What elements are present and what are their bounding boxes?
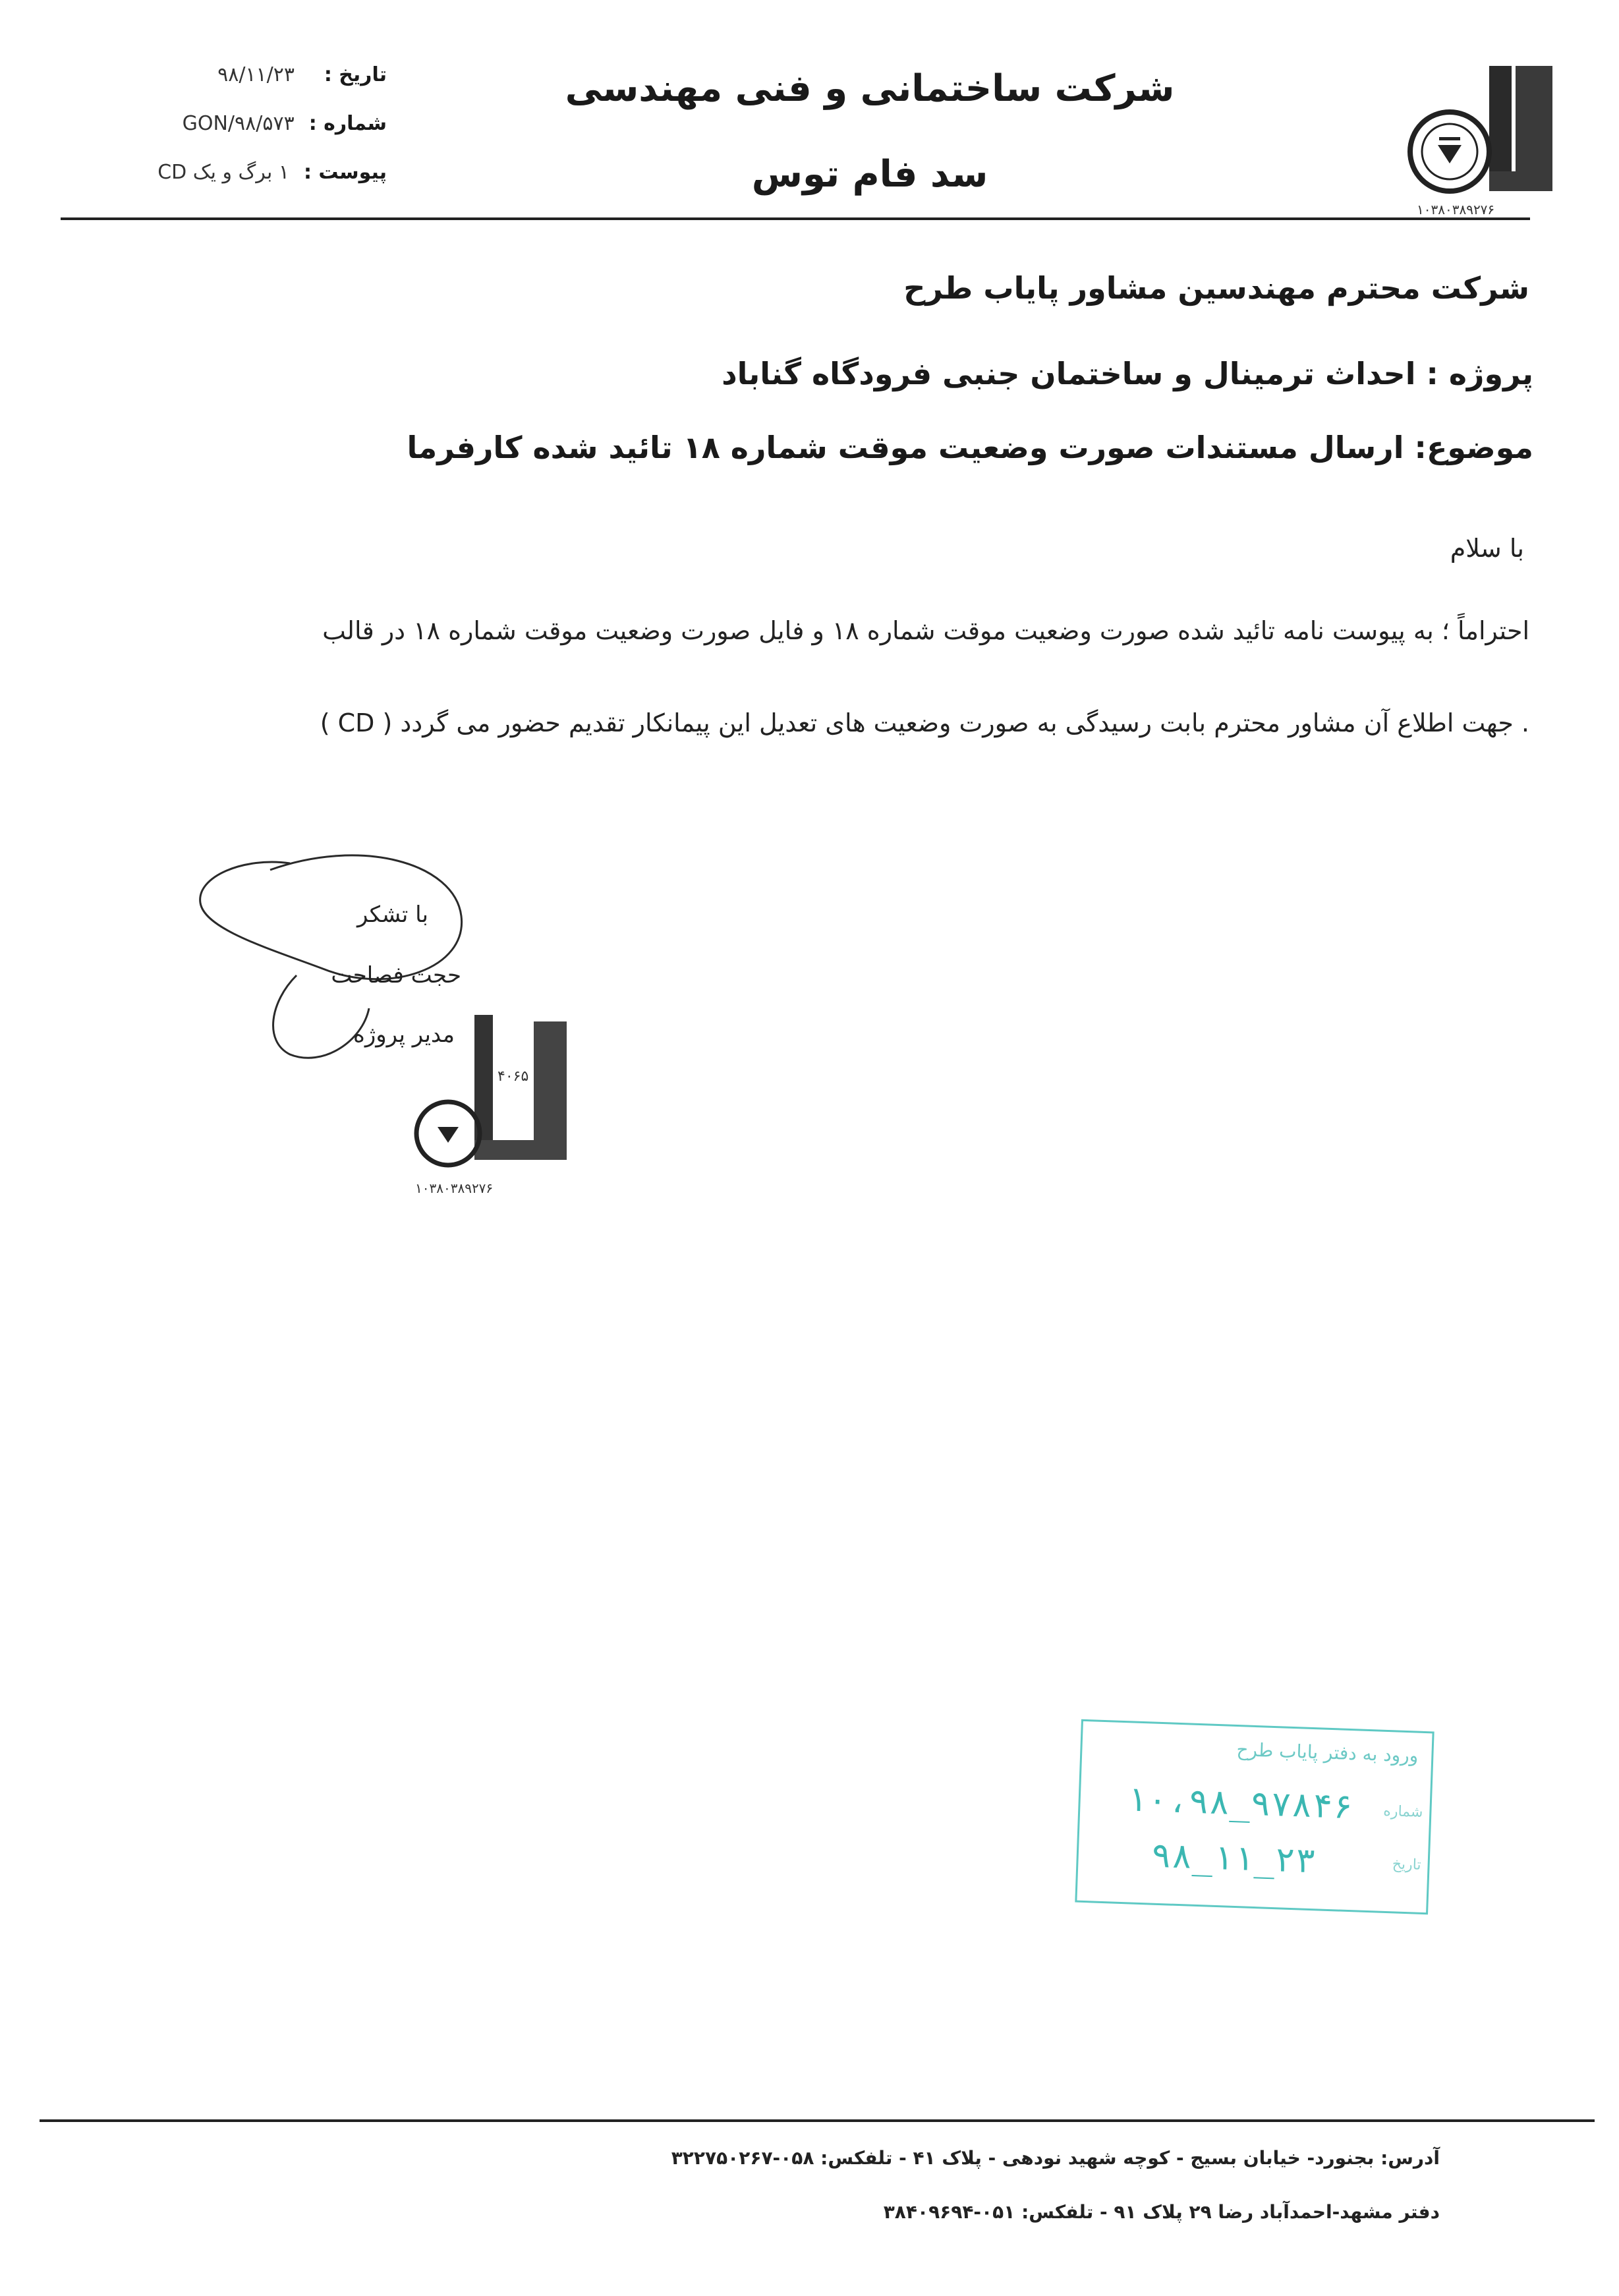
- recipient-line: شرکت محترم مهندسین مشاور پایاب طرح: [903, 270, 1529, 306]
- footer-address-mashhad: دفتر مشهد-احمدآباد رضا ۲۹ پلاک ۹۱ - تلفکس: ۰۵۱-۳۸۴۰۹۶۹۴: [883, 2201, 1440, 2223]
- attachment-value: ۱ برگ و یک CD: [157, 161, 289, 184]
- closing-thanks: با تشکر: [357, 902, 428, 928]
- number-row: [183, 112, 387, 135]
- received-date-label: تاریخ: [1392, 1856, 1422, 1874]
- logo-caption: ۱۰۳۸۰۳۸۹۲۷۶: [1417, 202, 1495, 217]
- date-label: تاریخ :: [324, 63, 387, 86]
- body-paragraph-line-2: ( CD ) جهت اطلاع آن مشاور محترم بابت رسیدگی به صورت وضعیت های تعدیل این پیمانکار تقدیم حضور می گردد .: [320, 708, 1529, 737]
- date-value: ۹۸/۱۱/۲۳: [217, 63, 295, 86]
- attachment-label: پیوست :: [303, 161, 387, 184]
- subject-line: موضوع: ارسال مستندات صورت وضعیت موقت شماره ۱۸ تائید شده کارفرما: [407, 430, 1533, 465]
- number-label: شماره :: [308, 112, 387, 135]
- body-paragraph-line-1: احتراماً ؛ به پیوست نامه تائید شده صورت وضعیت موقت شماره ۱۸ و فایل صورت وضعیت موقت شماره ۱۸ در قالب: [322, 616, 1529, 645]
- footer-address-main: آدرس: بجنورد- خیابان بسیج - کوچه شهید نودهی - پلاک ۴۱ - تلفکس: ۰۵۸-۳۲۲۷۵۰۲۶۷: [671, 2147, 1440, 2169]
- received-stamp-title: ورود به دفتر پایاب طرح: [1236, 1738, 1419, 1767]
- received-number-label: شماره: [1382, 1802, 1423, 1821]
- svg-text:۱۰۳۸۰۳۸۹۲۷۶: ۱۰۳۸۰۳۸۹۲۷۶: [415, 1180, 494, 1196]
- svg-text:۴۰۶۵: ۴۰۶۵: [497, 1068, 529, 1085]
- company-logo: [1404, 59, 1562, 217]
- footer-rule: [40, 2119, 1595, 2122]
- received-number-value: ۱۰،۹۸_۹۷۸۴۶: [1125, 1779, 1355, 1827]
- company-subname: سد فام توس: [751, 153, 988, 196]
- received-stamp: [1075, 1719, 1434, 1915]
- company-name: شرکت ساختمانی و فنی مهندسی: [565, 67, 1175, 110]
- received-date-value: ۹۸_۱۱_۲۳: [1150, 1835, 1317, 1881]
- company-seal-mark: [409, 1002, 586, 1199]
- header-rule: [61, 217, 1530, 220]
- date-row: [217, 63, 387, 86]
- project-line: پروژه : احداث ترمینال و ساختمان جنبی فرودگاه گناباد: [722, 356, 1533, 391]
- signer-title: مدیر پروژه: [353, 1021, 455, 1048]
- signer-name: حجت فصاحت: [331, 962, 461, 989]
- greeting: با سلام: [1450, 534, 1524, 563]
- number-value: GON/۹۸/۵۷۳: [182, 112, 295, 135]
- attachment-row: [157, 161, 387, 184]
- company-seal: [409, 1002, 586, 1199]
- company-logo-mark: [1404, 59, 1562, 217]
